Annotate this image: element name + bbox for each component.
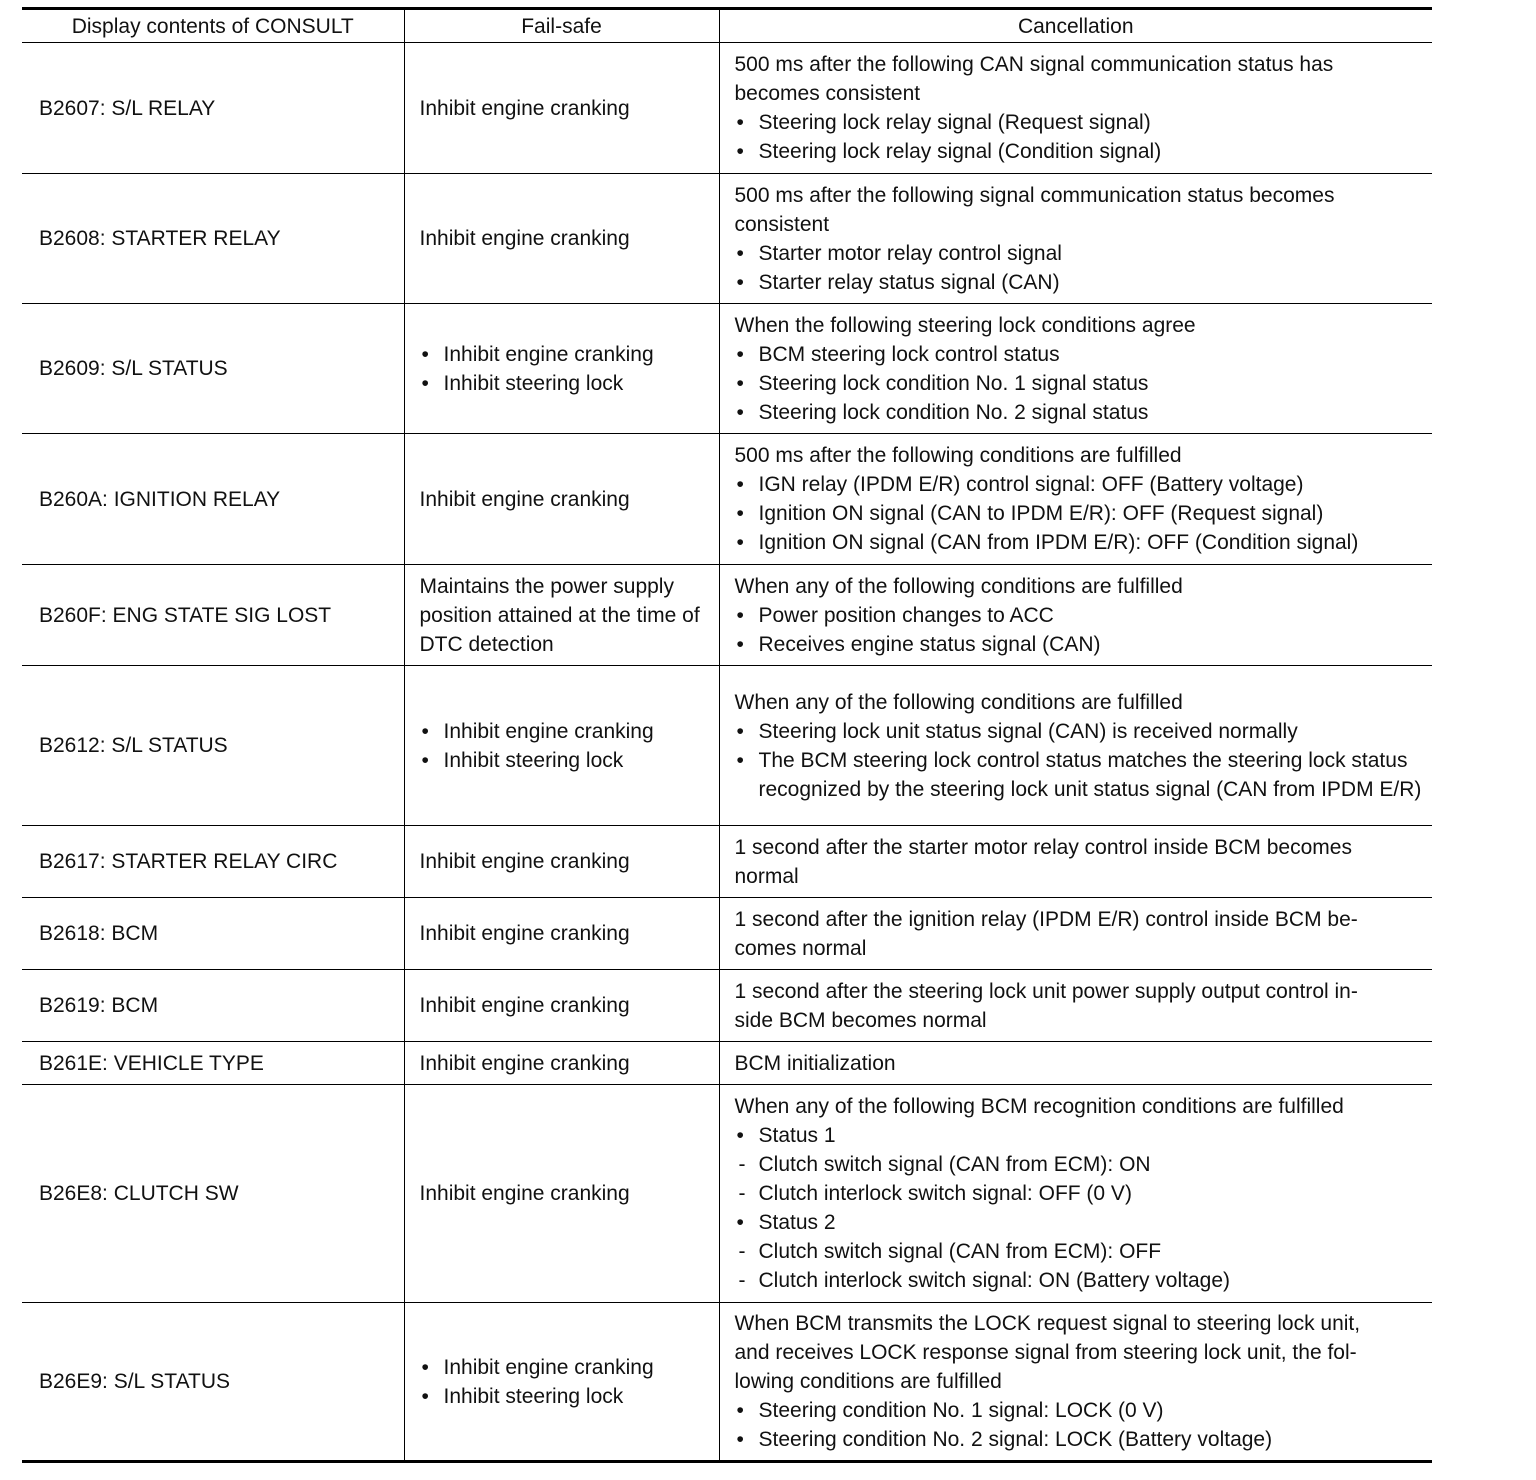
cancellation-cell	[719, 1085, 1432, 1303]
failsafe-cell: Inhibit engine cranking	[404, 174, 719, 304]
list-item: - Clutch interlock switch signal: ON (Battery voltage)	[735, 1266, 1423, 1295]
cancellation-text: When any of the following BCM recognition conditions are fulfilled	[734, 1095, 1344, 1118]
cancellation-text: 500 ms after the following signal communication status becomes consistent	[734, 183, 1335, 236]
table-row	[22, 565, 1432, 666]
table-row	[22, 1042, 1432, 1085]
table-header-row	[22, 9, 1432, 43]
cancellation-list	[735, 470, 1423, 557]
cancellation-line: side BCM becomes normal	[734, 1008, 987, 1032]
table-row	[22, 898, 1432, 970]
cancellation-text: 500 ms after the following CAN signal communication status has becomes consistent	[734, 53, 1334, 105]
cancellation-cell	[719, 970, 1432, 1042]
cancellation-line: normal	[734, 864, 799, 888]
cancellation-text: When the following steering lock conditions agree	[734, 313, 1196, 337]
list-item: • Steering lock condition No. 1 signal status	[735, 369, 1423, 398]
failsafe-list	[420, 1353, 709, 1411]
cancellation-text: When any of the following conditions are fulfilled	[734, 690, 1183, 714]
cancellation-list	[735, 108, 1423, 166]
list-item: • Inhibit steering lock	[420, 369, 709, 398]
cancellation-line: 1 second after the starter motor relay control inside BCM becomes	[734, 835, 1352, 859]
dtc-code: B26E8: CLUTCH SW	[22, 1085, 404, 1303]
cancellation-list	[735, 1396, 1423, 1454]
failsafe-cell: Inhibit engine cranking	[404, 898, 719, 970]
failsafe-list	[420, 717, 709, 775]
dtc-code: B2607: S/L RELAY	[22, 43, 404, 174]
cancellation-list	[735, 717, 1423, 804]
cancellation-line: BCM initialization	[734, 1051, 896, 1075]
list-item: • Inhibit steering lock	[420, 1382, 709, 1411]
cancellation-line: comes normal	[734, 936, 867, 960]
cancellation-cell	[719, 174, 1432, 304]
table-row	[22, 174, 1432, 304]
cancellation-cell	[719, 1303, 1432, 1462]
failsafe-cell: Inhibit engine cranking	[404, 1042, 719, 1085]
failsafe-cell: Inhibit engine cranking	[404, 43, 719, 174]
list-item: • Status 2	[735, 1208, 1423, 1237]
list-item: • Starter motor relay control signal	[735, 239, 1423, 268]
header-display-contents: Display contents of CONSULT	[22, 9, 404, 43]
table-row	[22, 666, 1432, 826]
list-item: • Steering condition No. 1 signal: LOCK (0 V)	[735, 1396, 1423, 1425]
cancellation-list	[735, 601, 1423, 659]
list-item: • Inhibit engine cranking	[420, 340, 709, 369]
cancellation-cell	[719, 666, 1432, 826]
cancellation-text: When any of the following conditions are fulfilled	[734, 574, 1183, 598]
cancellation-line: When BCM transmits the LOCK request signal to steering lock unit,	[734, 1312, 1361, 1335]
table-row	[22, 434, 1432, 565]
failsafe-cell	[404, 304, 719, 434]
list-item: - Clutch interlock switch signal: OFF (0 V)	[735, 1179, 1423, 1208]
failsafe-cell: Maintains the power supply position attained at the time of DTC detection	[404, 565, 719, 666]
dtc-code: B2609: S/L STATUS	[22, 304, 404, 434]
cancellation-cell	[719, 43, 1432, 174]
list-item: • Ignition ON signal (CAN from IPDM E/R): OFF (Condition signal)	[735, 528, 1423, 557]
dtc-code: B2618: BCM	[22, 898, 404, 970]
list-item: • Inhibit engine cranking	[420, 717, 709, 746]
table-row	[22, 1085, 1432, 1303]
list-item: • Steering lock relay signal (Condition signal)	[735, 137, 1423, 166]
cancellation-list	[735, 239, 1423, 297]
cancellation-cell	[719, 565, 1432, 666]
dtc-code: B260A: IGNITION RELAY	[22, 434, 404, 565]
cancellation-line: and receives LOCK response signal from steering lock unit, the fol-	[734, 1341, 1357, 1364]
cancellation-cell	[719, 898, 1432, 970]
dtc-code: B26E9: S/L STATUS	[22, 1303, 404, 1462]
list-item: • Ignition ON signal (CAN to IPDM E/R): OFF (Request signal)	[735, 499, 1423, 528]
failsafe-list	[420, 340, 709, 398]
list-item: • Starter relay status signal (CAN)	[735, 268, 1423, 297]
list-item: • The BCM steering lock control status matches the steering lock status recognized by the steering lock unit status signal (CAN from IPDM E/R)	[735, 746, 1423, 804]
cancellation-cell	[719, 304, 1432, 434]
cancellation-list	[735, 340, 1423, 427]
list-item: • IGN relay (IPDM E/R) control signal: OFF (Battery voltage)	[735, 470, 1423, 499]
table-row	[22, 826, 1432, 898]
dtc-code: B2612: S/L STATUS	[22, 666, 404, 826]
cancellation-cell	[719, 826, 1432, 898]
header-cancellation: Cancellation	[719, 9, 1432, 43]
failsafe-cell: Inhibit engine cranking	[404, 434, 719, 565]
list-item: • Receives engine status signal (CAN)	[735, 630, 1423, 659]
header-fail-safe: Fail-safe	[404, 9, 719, 43]
cancellation-cell	[719, 434, 1432, 565]
list-item: - Clutch switch signal (CAN from ECM): OFF	[735, 1237, 1423, 1266]
failsafe-cell: Inhibit engine cranking	[404, 1085, 719, 1303]
list-item: • Status 1	[735, 1121, 1423, 1150]
dtc-code: B2617: STARTER RELAY CIRC	[22, 826, 404, 898]
list-item: - Clutch switch signal (CAN from ECM): ON	[735, 1150, 1423, 1179]
dtc-code: B2619: BCM	[22, 970, 404, 1042]
list-item: • Power position changes to ACC	[735, 601, 1423, 630]
cancellation-list	[735, 1121, 1423, 1295]
failsafe-cell: Inhibit engine cranking	[404, 970, 719, 1042]
list-item: • BCM steering lock control status	[735, 340, 1423, 369]
failsafe-cell	[404, 1303, 719, 1462]
dtc-code: B260F: ENG STATE SIG LOST	[22, 565, 404, 666]
list-item: • Steering lock unit status signal (CAN) is received normally	[735, 717, 1423, 746]
failsafe-cell: Inhibit engine cranking	[404, 826, 719, 898]
table-row	[22, 304, 1432, 434]
cancellation-text: 500 ms after the following conditions are fulfilled	[734, 444, 1182, 467]
cancellation-line: lowing conditions are fulfilled	[734, 1370, 1002, 1393]
failsafe-cell	[404, 666, 719, 826]
list-item: • Inhibit engine cranking	[420, 1353, 709, 1382]
dtc-failsafe-table	[22, 7, 1432, 1463]
table-row	[22, 43, 1432, 174]
list-item: • Steering condition No. 2 signal: LOCK (Battery voltage)	[735, 1425, 1423, 1454]
table-row	[22, 970, 1432, 1042]
list-item: • Inhibit steering lock	[420, 746, 709, 775]
dtc-code: B261E: VEHICLE TYPE	[22, 1042, 404, 1085]
cancellation-line: 1 second after the steering lock unit power supply output control in-	[734, 979, 1358, 1003]
table-row	[22, 1303, 1432, 1462]
cancellation-cell	[719, 1042, 1432, 1085]
list-item: • Steering lock relay signal (Request signal)	[735, 108, 1423, 137]
cancellation-line: 1 second after the ignition relay (IPDM E/R) control inside BCM be-	[734, 907, 1358, 931]
dtc-code: B2608: STARTER RELAY	[22, 174, 404, 304]
list-item: • Steering lock condition No. 2 signal status	[735, 398, 1423, 427]
